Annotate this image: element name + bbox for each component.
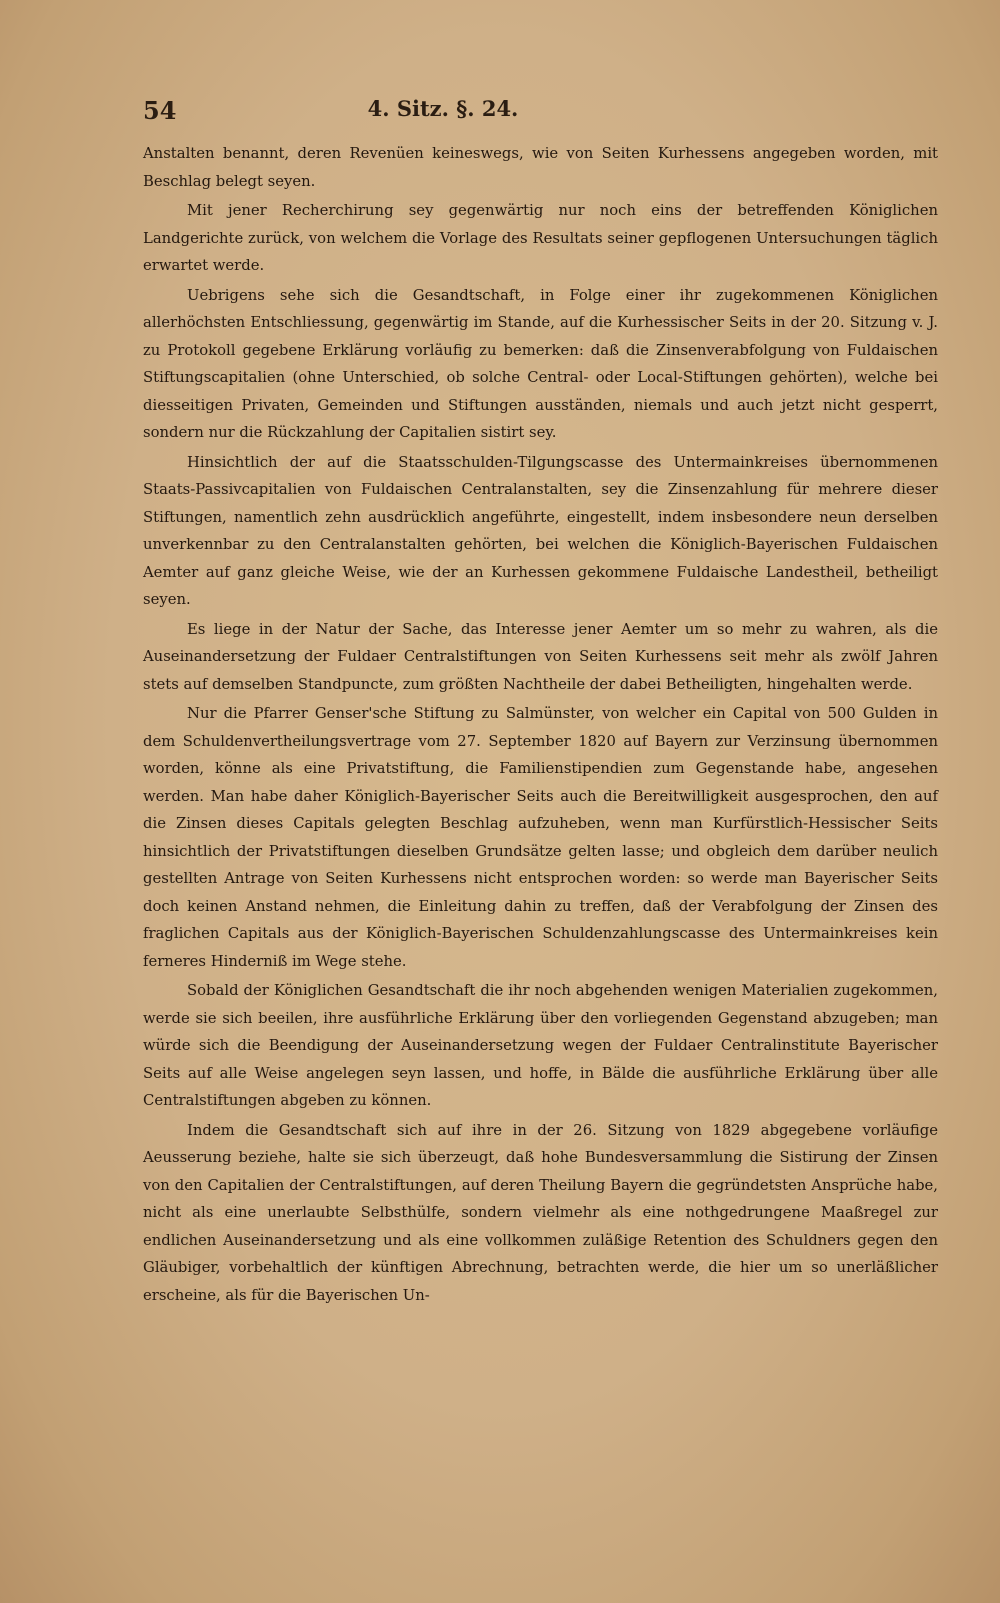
page-header bbox=[143, 92, 943, 132]
running-head: 4. Sitz. §. 24. bbox=[367, 96, 519, 121]
paragraph-3: Uebrigens sehe sich die Gesandtschaft, in Folge einer ihr zugekommenen Königlichen allerhöchsten Entschliessung, gegenwärtig im Stande, auf die Kurhessischer Seits in der 20. Sitzung v. J. zu Protokoll gegebene Erklärung vorläufig zu bemerken: daß die Zinsenverabfolgung von Fuldaischen Stiftungscapitalien (ohne Unterschied, ob solche Central- oder Local-Stiftungen gehörten), welche bei diesseitigen Privaten, Gemeinden und Stiftungen ausständen, niemals und auch jetzt nicht gesperrt, sondern nur die Rückzahlung der Capitalien sistirt sey. bbox=[143, 286, 938, 441]
page-number: 54 bbox=[143, 96, 177, 125]
paragraph-4: Hinsichtlich der auf die Staatsschulden-Tilgungscasse des Untermainkreises übernommenen Staats-Passivcapitalien von Fuldaischen Centralanstalten, sey die Zinsenzahlung für mehrere dieser Stiftungen, namentlich zehn ausdrücklich angeführte, eingestellt, indem insbesondere neun derselben unverkennbar zu den Centralanstalten gehörten, bei welchen die Königlich-Bayerischen Fuldaischen Aemter auf ganz gleiche Weise, wie der an Kurhessen gekommene Fuldaische Landestheil, betheiligt seyen. bbox=[143, 453, 938, 608]
body-text bbox=[143, 140, 938, 1309]
paragraph-8: Indem die Gesandtschaft sich auf ihre in der 26. Sitzung von 1829 abgegebene vorläufige Aeusserung beziehe, halte sie sich überzeugt, daß hohe Bundesversammlung die Sistirung der Zinsen von den Capitalien der Centralstiftungen, auf deren Theilung Bayern die gegründetsten Ansprüche habe, nicht als eine unerlaubte Selbsthülfe, sondern vielmehr als eine nothgedrungene Maaßregel zur endlichen Auseinandersetzung und als eine vollkommen zuläßige Retention des Schuldners gegen den Gläubiger, vorbehaltlich der künftigen Abrechnung, betrachten werde, die hier um so unerläßlicher erscheine, als für die Bayerischen Un- bbox=[143, 1121, 938, 1304]
paragraph-1: Anstalten benannt, deren Revenüen keineswegs, wie von Seiten Kurhessens angegeben worden, mit Beschlag belegt seyen. bbox=[143, 145, 938, 190]
paragraph-7: Sobald der Königlichen Gesandtschaft die ihr noch abgehenden wenigen Materialien zugekommen, werde sie sich beeilen, ihre ausführliche Erklärung über den vorliegenden Gegenstand abzugeben; man würde sich die Beendigung der Auseinandersetzung wegen der Fuldaer Centralinstitute Bayerischer Seits auf alle Weise angelegen seyn lassen, und hoffe, in Bälde die ausführliche Erklärung über alle Centralstiftungen abgeben zu können. bbox=[143, 982, 938, 1109]
paragraph-2: Mit jener Recherchirung sey gegenwärtig nur noch eins der betreffenden Königlichen Landgerichte zurück, von welchem die Vorlage des Resultats seiner gepflogenen Untersuchungen täglich erwartet werde. bbox=[143, 202, 938, 274]
paragraph-6: Nur die Pfarrer Genser'sche Stiftung zu Salmünster, von welcher ein Capital von 500 Gulden in dem Schuldenvertheilungsvertrage vom 27. September 1820 auf Bayern zur Verzinsung übernommen worden, könne als eine Privatstiftung, die Familienstipendien zum Gegenstande habe, angesehen werden. Man habe daher Königlich-Bayerischer Seits auch die Bereitwilligkeit ausgesprochen, den auf die Zinsen dieses Capitals gelegten Beschlag aufzuheben, wenn man Kurfürstlich-Hessischer Seits hinsichtlich der Privatstiftungen dieselben Grundsätze gelten lasse; und obgleich dem darüber neulich gestellten Antrage von Seiten Kurhessens nicht entsprochen worden: so werde man Bayerischer Seits doch keinen Anstand nehmen, die Einleitung dahin zu treffen, daß der Verabfolgung der Zinsen des fraglichen Capitals aus der Königlich-Bayerischen Schuldenzahlungscasse des Untermainkreises kein ferneres Hinderniß im Wege stehe. bbox=[143, 705, 938, 970]
paragraph-5: Es liege in der Natur der Sache, das Interesse jener Aemter um so mehr zu wahren, als die Auseinandersetzung der Fuldaer Centralstiftungen von Seiten Kurhessens seit mehr als zwölf Jahren stets auf demselben Standpuncte, zum größten Nachtheile der dabei Betheiligten, hingehalten werde. bbox=[143, 620, 938, 693]
